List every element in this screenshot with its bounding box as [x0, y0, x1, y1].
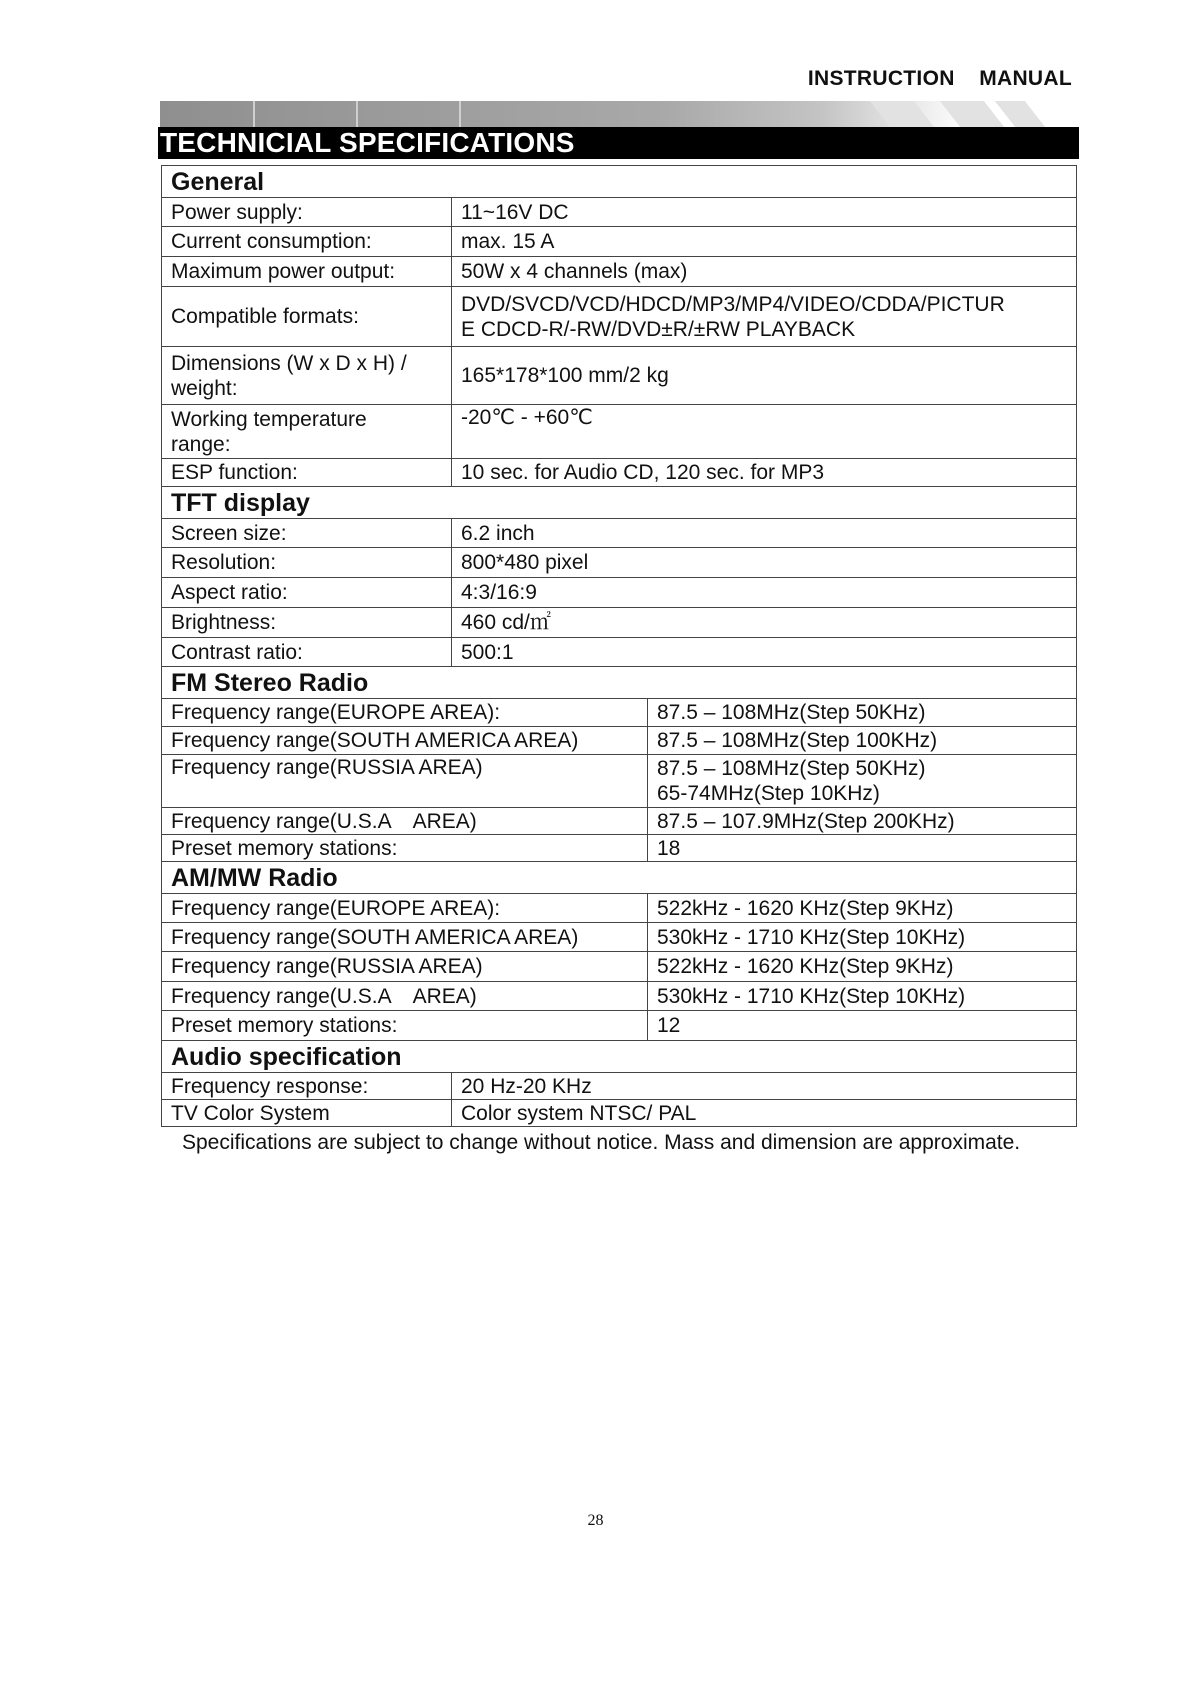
spec-label-line: Dimensions (W x D x H) / — [171, 351, 407, 375]
spec-label: Frequency range(EUROPE AREA): — [162, 699, 648, 727]
spec-row — [162, 548, 1077, 578]
spec-label: Resolution: — [162, 548, 452, 578]
spec-value: -20℃ - +60℃ — [452, 405, 1077, 459]
spec-label — [162, 405, 452, 459]
spec-label: Aspect ratio: — [162, 578, 452, 608]
spec-value: 87.5 – 108MHz(Step 100KHz) — [648, 727, 1077, 755]
spec-row — [162, 257, 1077, 287]
spec-value: 18 — [648, 835, 1077, 862]
spec-label: ESP function: — [162, 459, 452, 487]
spec-row — [162, 459, 1077, 487]
spec-row — [162, 578, 1077, 608]
spec-label-line: range: — [171, 432, 231, 456]
section-heading-audio: Audio specification — [162, 1041, 1077, 1073]
spec-value: 165*178*100 mm/2 kg — [452, 347, 1077, 405]
spec-label: Frequency range(U.S.A AREA) — [162, 982, 648, 1011]
spec-value: 50W x 4 channels (max) — [452, 257, 1077, 287]
spec-label: Frequency range(RUSSIA AREA) — [162, 952, 648, 982]
spec-label: Maximum power output: — [162, 257, 452, 287]
spec-value: 500:1 — [452, 638, 1077, 667]
spec-row — [162, 982, 1077, 1011]
spec-row — [162, 287, 1077, 347]
spec-value: 530kHz - 1710 KHz(Step 10KHz) — [648, 923, 1077, 952]
spec-value-line: DVD/SVCD/VCD/HDCD/MP3/MP4/VIDEO/CDDA/PICTUR — [461, 292, 1005, 316]
spec-row — [162, 198, 1077, 227]
spec-value: 11~16V DC — [452, 198, 1077, 227]
section-title-banner: TECHNICIAL SPECIFICATIONS — [158, 127, 1079, 159]
spec-row — [162, 347, 1077, 405]
section-heading-tft-display: TFT display — [162, 487, 1077, 519]
spec-value — [648, 755, 1077, 808]
spec-label: Frequency range(RUSSIA AREA) — [162, 755, 648, 808]
spec-row — [162, 638, 1077, 667]
spec-row — [162, 923, 1077, 952]
spec-value: 530kHz - 1710 KHz(Step 10KHz) — [648, 982, 1077, 1011]
spec-row — [162, 519, 1077, 548]
spec-value: 12 — [648, 1011, 1077, 1041]
spec-value-line: 65-74MHz(Step 10KHz) — [657, 782, 880, 805]
spec-row — [162, 755, 1077, 808]
spec-label: Frequency range(SOUTH AMERICA AREA) — [162, 727, 648, 755]
spec-label: Contrast ratio: — [162, 638, 452, 667]
spec-label: Frequency range(SOUTH AMERICA AREA) — [162, 923, 648, 952]
spec-row — [162, 608, 1077, 638]
spec-label: Frequency response: — [162, 1073, 452, 1100]
spec-value — [452, 287, 1077, 347]
spec-value: Color system NTSC/ PAL — [452, 1100, 1077, 1127]
spec-row — [162, 405, 1077, 459]
page-number: 28 — [587, 1512, 604, 1529]
spec-value: 10 sec. for Audio CD, 120 sec. for MP3 — [452, 459, 1077, 487]
spec-value: 87.5 – 108MHz(Step 50KHz) — [648, 699, 1077, 727]
spec-value: 800*480 pixel — [452, 548, 1077, 578]
spec-value: 20 Hz-20 KHz — [452, 1073, 1077, 1100]
spec-label: Compatible formats: — [162, 287, 452, 347]
spec-value: max. 15 A — [452, 227, 1077, 257]
spec-value-line: 87.5 – 108MHz(Step 50KHz) — [657, 757, 926, 780]
spec-row — [162, 894, 1077, 923]
spec-row — [162, 835, 1077, 862]
spec-row — [162, 952, 1077, 982]
spec-label-line: weight: — [171, 376, 238, 400]
spec-value: 6.2 inch — [452, 519, 1077, 548]
spec-label: Preset memory stations: — [162, 835, 648, 862]
section-heading-fm-radio: FM Stereo Radio — [162, 667, 1077, 699]
spec-row — [162, 1100, 1077, 1127]
spec-row — [162, 727, 1077, 755]
spec-label — [162, 347, 452, 405]
spec-value: 4:3/16:9 — [452, 578, 1077, 608]
spec-value: 460 cd/㎡ — [452, 608, 1077, 638]
spec-label: Screen size: — [162, 519, 452, 548]
section-heading-general: General — [162, 166, 1077, 198]
specifications-footnote: Specifications are subject to change without notice. Mass and dimension are approximate. — [182, 1131, 1021, 1154]
spec-row — [162, 227, 1077, 257]
spec-label: TV Color System — [162, 1100, 452, 1127]
spec-row — [162, 808, 1077, 835]
spec-label: Brightness: — [162, 608, 452, 638]
spec-row — [162, 1073, 1077, 1100]
specifications-table — [161, 165, 1077, 1127]
spec-value: 522kHz - 1620 KHz(Step 9KHz) — [648, 952, 1077, 982]
spec-value-line: E CDCD-R/-RW/DVD±R/±RW PLAYBACK — [461, 317, 856, 341]
spec-label: Frequency range(EUROPE AREA): — [162, 894, 648, 923]
spec-value: 522kHz - 1620 KHz(Step 9KHz) — [648, 894, 1077, 923]
spec-row — [162, 1011, 1077, 1041]
spec-label-line: Working temperature — [171, 407, 367, 431]
spec-label: Current consumption: — [162, 227, 452, 257]
spec-row — [162, 699, 1077, 727]
decorative-header-bar — [160, 101, 1079, 127]
spec-label: Power supply: — [162, 198, 452, 227]
spec-label: Preset memory stations: — [162, 1011, 648, 1041]
spec-value: 87.5 – 107.9MHz(Step 200KHz) — [648, 808, 1077, 835]
spec-label: Frequency range(U.S.A AREA) — [162, 808, 648, 835]
section-heading-am-radio: AM/MW Radio — [162, 862, 1077, 894]
manual-header-title: INSTRUCTION MANUAL — [807, 67, 1072, 90]
